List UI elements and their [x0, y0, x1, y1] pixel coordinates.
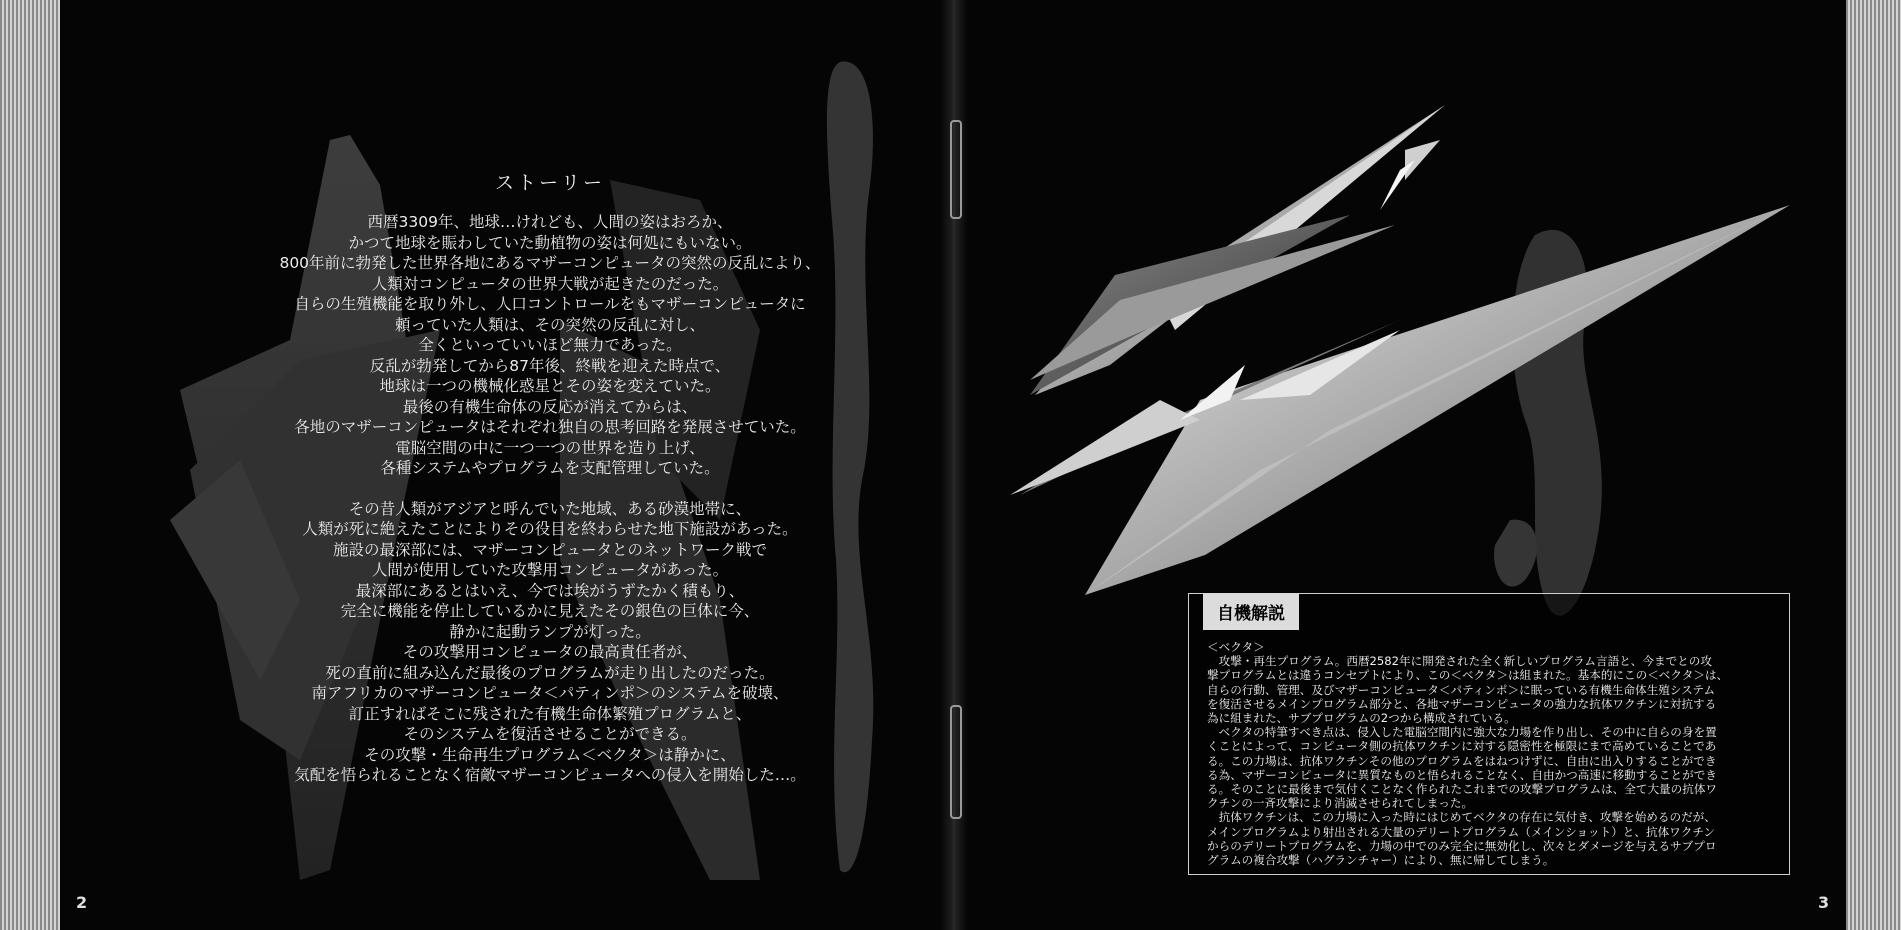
- story-line: 反乱が勃発してから87年後、終戦を迎えた時点で、: [369, 356, 731, 375]
- story-line: 死の直前に組み込んだ最後のプログラムが走り出したのだった。: [325, 663, 775, 682]
- story-line: 頼っていた人類は、その突然の反乱に対し、: [394, 315, 705, 334]
- story-line: 静かに起動ランプが灯った。: [449, 622, 651, 641]
- story-line: その攻撃・生命再生プログラム＜ベクタ＞は静かに、: [364, 745, 736, 764]
- box-line: グラムの複合攻撃（ハグランチャー）により、無に帰してしまう。: [1207, 853, 1555, 868]
- box-line: ＜ベクタ＞: [1207, 640, 1265, 654]
- story-line: 人類対コンピュータの世界大戦が起きたのだった。: [371, 274, 729, 293]
- story-line: 完全に機能を停止しているかに見えたその銀色の巨体に今、: [340, 602, 760, 620]
- box-line: 自らの行動、管理、及びマザーコンピュータ＜パティンポ＞に眠っている有機生命体生殖システム: [1207, 682, 1716, 697]
- page-number-left: 2: [76, 893, 88, 912]
- story-line: 800年前に勃発した世界各地にあるマザーコンピュータの突然の反乱により、: [279, 254, 821, 272]
- box-line: 攻撃・再生プログラム。西暦2582年に開発された全く新しいプログラム言語と、今までとの攻: [1207, 654, 1712, 669]
- page-number-right: 3: [1818, 893, 1830, 912]
- box-line: 抗体ワクチンは、この力場に入った時にはじめてベクタの存在に気付き、攻撃を始めるのだが、: [1207, 810, 1716, 825]
- story-line: 西暦3309年、地球…けれども、人間の姿はおろか、: [367, 213, 733, 231]
- paragraph-gap: [0, 479, 1100, 499]
- story-line: 訂正すればそこに残された有機生命体繁殖プログラムと、: [348, 704, 752, 723]
- story-line: 人間が使用していた攻撃用コンピュータがあった。: [371, 561, 729, 579]
- box-line: くことによって、コンピュータ側の抗体ワクチンに対する隠密性を極限にまで高めていることであ: [1207, 739, 1717, 754]
- story-line: かつて地球を賑わしていた動植物の姿は何処にもいない。: [348, 233, 752, 252]
- story-line: そのシステムを復活させることができる。: [403, 725, 697, 743]
- story-line: 施設の最深部には、マザーコンピュータとのネットワーク戦で: [332, 540, 767, 559]
- story-line: 全くといっていいほど無力であった。: [418, 336, 682, 354]
- vector-ship-illustration: [1010, 105, 1790, 595]
- story-line: 各種システムやプログラムを支配管理していた。: [380, 459, 720, 477]
- box-line: る。そのことに最後まで気付くことなく作られたこれまでの攻撃プログラムは、全て大量の抗体ワ: [1207, 782, 1718, 797]
- story-line: 最後の有機生命体の反応が消えてからは、: [402, 397, 698, 416]
- box-line: メインプログラムより射出される大量のデリートプログラム（メインショット）と、抗体ワクチン: [1207, 824, 1715, 839]
- grey-smear-small: [1494, 520, 1537, 587]
- story-line: 地球は一つの機械化惑星とその姿を変えていた。: [379, 377, 721, 395]
- box-title: 自機解説: [1203, 593, 1299, 630]
- story-line: 気配を悟られることなく宿敵マザーコンピュータへの侵入を開始した…。: [294, 766, 806, 784]
- box-line: からのデリートプログラムを、力場の中でのみ完全に無効化し、次々とダメージを与えるサブプロ: [1207, 838, 1717, 853]
- story-line: 電脳空間の中に一つ一つの世界を造り上げ、: [395, 438, 705, 457]
- story-line: その攻撃用コンピュータの最高責任者が、: [402, 643, 698, 661]
- box-body: [1207, 640, 1777, 867]
- box-line: クチンの一斉攻撃により消滅させられてしまった。: [1207, 796, 1474, 811]
- box-line: る。この力場は、抗体ワクチンその他のプログラムをはねつけずに、自由に出入りすることができ: [1207, 753, 1717, 768]
- box-line: を復活させるメインプログラム部分と、各地マザーコンピュータの強力な抗体ワクチンに対抗する: [1207, 696, 1717, 711]
- story-line: 各地のマザーコンピュータはそれぞれ独自の思考回路を発展させていた。: [294, 418, 806, 436]
- player-ship-description-box: [1188, 593, 1790, 875]
- story-line: 人類が死に絶えたことによりその役目を終わらせた地下施設があった。: [302, 520, 798, 538]
- story-text: [0, 212, 1100, 786]
- box-line: ベクタの特筆すべき点は、侵入した電脳空間内に強大な力場を作り出し、その中に自らの身を置: [1207, 725, 1717, 740]
- story-line: 南アフリカのマザーコンピュータ＜パティンポ＞のシステムを破壊、: [311, 684, 789, 702]
- box-line: る為、マザーコンピュータに異質なものと悟られることなく、自由かつ高速に移動することができ: [1207, 767, 1717, 782]
- story-line: その昔人類がアジアと呼んでいた地域、ある砂漠地帯に、: [348, 499, 752, 518]
- story-line: 自らの生殖機能を取り外し、人口コントロールをもマザーコンピュータに: [294, 295, 806, 313]
- box-line: 為に組まれた、サブプログラムの2つから構成されている。: [1207, 711, 1516, 726]
- story-line: 最深部にあるとはいえ、今では埃がうずたかく積もり、: [355, 581, 745, 600]
- box-line: 撃プログラムとは違うコンセプトにより、この＜ベクタ＞は組まれた。基本的にこの＜ベクタ＞は、: [1207, 668, 1729, 683]
- story-title: ストーリー: [494, 172, 605, 194]
